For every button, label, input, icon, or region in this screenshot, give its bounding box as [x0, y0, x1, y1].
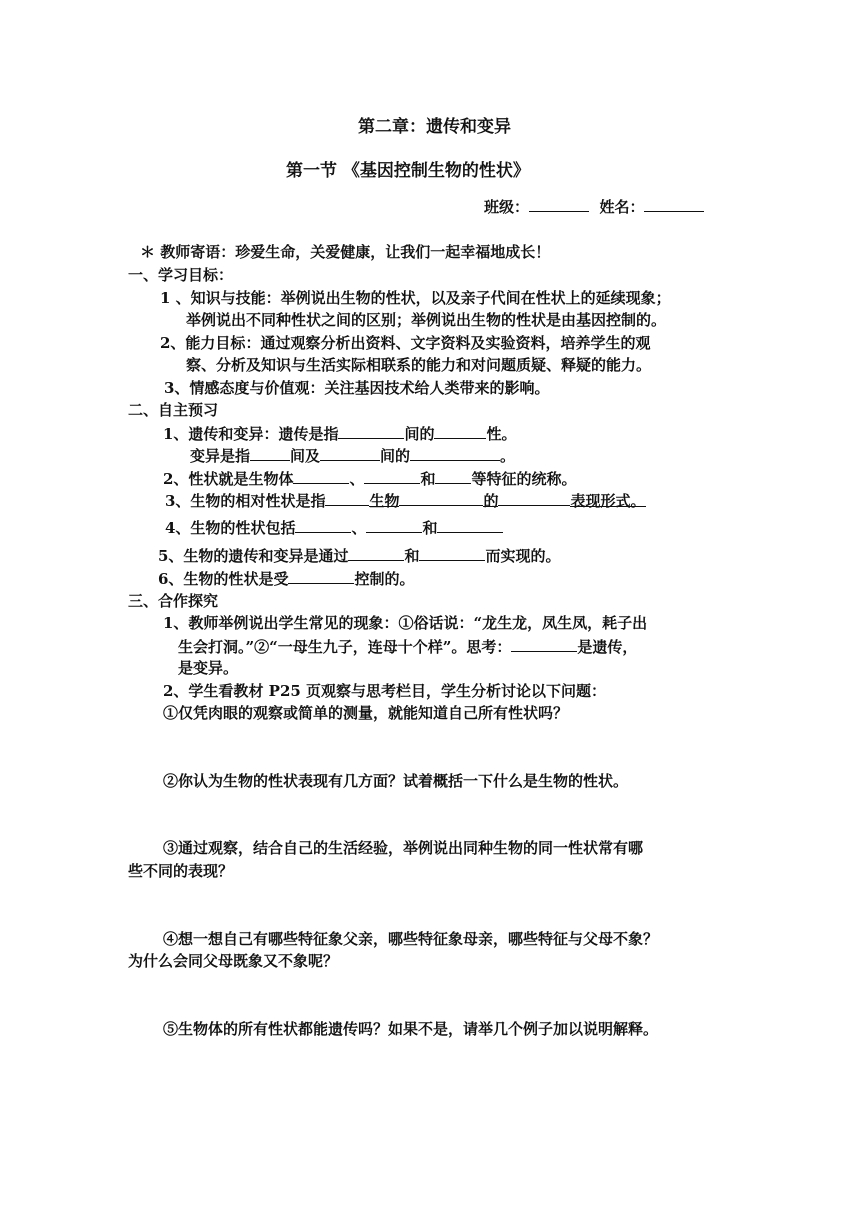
goal-ability-line1: 2、能力目标：通过观察分析出资料、文字资料及实验资料，培养学生的观 — [160, 334, 651, 352]
q5-blank-2[interactable] — [419, 545, 485, 561]
q4-blank-1[interactable] — [295, 517, 351, 533]
q2-text-b: 、 — [349, 470, 365, 488]
q5-text-b: 和 — [404, 547, 420, 565]
q1-text-f: 间的 — [380, 447, 411, 465]
q5-text-c: 而实现的。 — [485, 547, 561, 565]
q3-blank-1[interactable] — [325, 490, 369, 506]
explore-question-2: ②你认为生物的性状表现有几方面？试着概括一下什么是生物的性状。 — [163, 772, 629, 790]
q2-blank-2[interactable] — [364, 468, 420, 484]
preview-q3 — [165, 490, 646, 511]
q2-blank-3[interactable] — [435, 468, 471, 484]
preview-q1-line2 — [190, 445, 515, 466]
q3-text-c: 的 — [483, 492, 499, 510]
preview-q5 — [158, 545, 560, 566]
section-title: 第一节 《基因控制生物的性状》 — [286, 161, 530, 181]
q2-text-c: 和 — [420, 470, 436, 488]
q4-text-b: 、 — [351, 519, 367, 537]
q1-blank-5[interactable] — [410, 445, 500, 461]
q1-text-e: 间及 — [290, 447, 321, 465]
class-label: 班级： — [484, 198, 530, 216]
explore-question-5: ⑤生物体的所有性状都能遗传吗？如果不是，请举几个例子加以说明解释。 — [163, 1020, 659, 1038]
student-info — [484, 196, 704, 217]
preview-q2 — [163, 468, 577, 489]
explore-p1-line1: 1、教师举例说出学生常见的现象：①俗话说：“龙生龙，凤生凤，耗子出 — [163, 614, 648, 632]
q3-text-b: 生物 — [369, 492, 400, 510]
q3-blank-2[interactable] — [399, 490, 483, 506]
q1-blank-2[interactable] — [434, 423, 486, 439]
q4-text-c: 和 — [422, 519, 438, 537]
explore-question-3-line2: 些不同的表现？ — [128, 862, 234, 880]
q2-text-d: 等特征的统称。 — [471, 470, 577, 488]
explore-question-1: ①仅凭肉眼的观察或简单的测量，就能知道自己所有性状吗？ — [163, 704, 569, 722]
q4-blank-3[interactable] — [437, 517, 503, 533]
explore-p1-line2 — [178, 636, 637, 657]
q1-text-a: 1、遗传和变异：遗传是指 — [163, 425, 339, 443]
chapter-title: 第二章：遗传和变异 — [358, 117, 511, 137]
goal-knowledge-line2: 举例说出不同种性状之间的区别；举例说出生物的性状是由基因控制的。 — [186, 311, 667, 329]
preview-q6 — [158, 568, 414, 589]
explore-heading: 三、合作探究 — [128, 592, 219, 610]
name-label: 姓名： — [599, 198, 645, 216]
q3-blank-3[interactable] — [498, 490, 570, 506]
q3-text-d: 表现形式。 — [570, 492, 646, 510]
explore-question-3-line1: ③通过观察，结合自己的生活经验，举例说出同种生物的同一性状常有哪 — [163, 839, 644, 857]
q1-text-c: 性。 — [486, 425, 517, 443]
q4-text-a: 4、生物的性状包括 — [165, 519, 296, 537]
preview-q1-line1 — [163, 423, 516, 444]
q6-text-b: 控制的。 — [354, 570, 415, 588]
p1-blank-1[interactable] — [511, 636, 577, 652]
teacher-motto: ＊ 教师寄语：珍爱生命，关爱健康，让我们一起幸福地成长！ — [140, 243, 551, 261]
q4-blank-2[interactable] — [366, 517, 422, 533]
q1-blank-1[interactable] — [338, 423, 404, 439]
p1-text-c: 是遗传， — [577, 638, 638, 656]
class-blank[interactable] — [529, 196, 589, 212]
q1-blank-4[interactable] — [320, 445, 380, 461]
explore-p1-line3: 是变异。 — [178, 659, 239, 677]
goals-heading: 一、学习目标： — [128, 266, 234, 284]
explore-p2: 2、学生看教材 P25 页观察与思考栏目，学生分析讨论以下问题： — [163, 682, 607, 700]
explore-question-4-line2: 为什么会同父母既象又不象呢？ — [128, 952, 339, 970]
q1-text-g: 。 — [500, 447, 516, 465]
q5-blank-1[interactable] — [348, 545, 404, 561]
q1-text-b: 间的 — [404, 425, 435, 443]
preview-q4 — [165, 517, 503, 538]
q2-text-a: 2、性状就是生物体 — [163, 470, 294, 488]
explore-question-4-line1: ④想一想自己有哪些特征象父亲，哪些特征象母亲，哪些特征与父母不象？ — [163, 930, 659, 948]
q5-text-a: 5、生物的遗传和变异是通过 — [158, 547, 349, 565]
q3-text-a: 3、生物的相对性状是指 — [165, 492, 326, 510]
goal-emotion: 3、情感态度与价值观：关注基因技术给人类带来的影响。 — [164, 379, 550, 397]
q6-text-a: 6、生物的性状是受 — [158, 570, 289, 588]
q2-blank-1[interactable] — [293, 468, 349, 484]
name-blank[interactable] — [644, 196, 704, 212]
preview-heading: 二、自主预习 — [128, 401, 219, 419]
goal-knowledge-line1: 1 、知识与技能：举例说出生物的性状，以及亲子代间在性状上的延续现象； — [160, 289, 671, 307]
q1-text-d: 变异是指 — [190, 447, 251, 465]
q6-blank-1[interactable] — [288, 568, 354, 584]
goal-ability-line2: 察、分析及知识与生活实际相联系的能力和对问题质疑、释疑的能力。 — [186, 356, 652, 374]
q1-blank-3[interactable] — [250, 445, 290, 461]
p1-text-b: 生会打洞。”②“一母生九子，连母十个样”。思考： — [178, 638, 512, 656]
